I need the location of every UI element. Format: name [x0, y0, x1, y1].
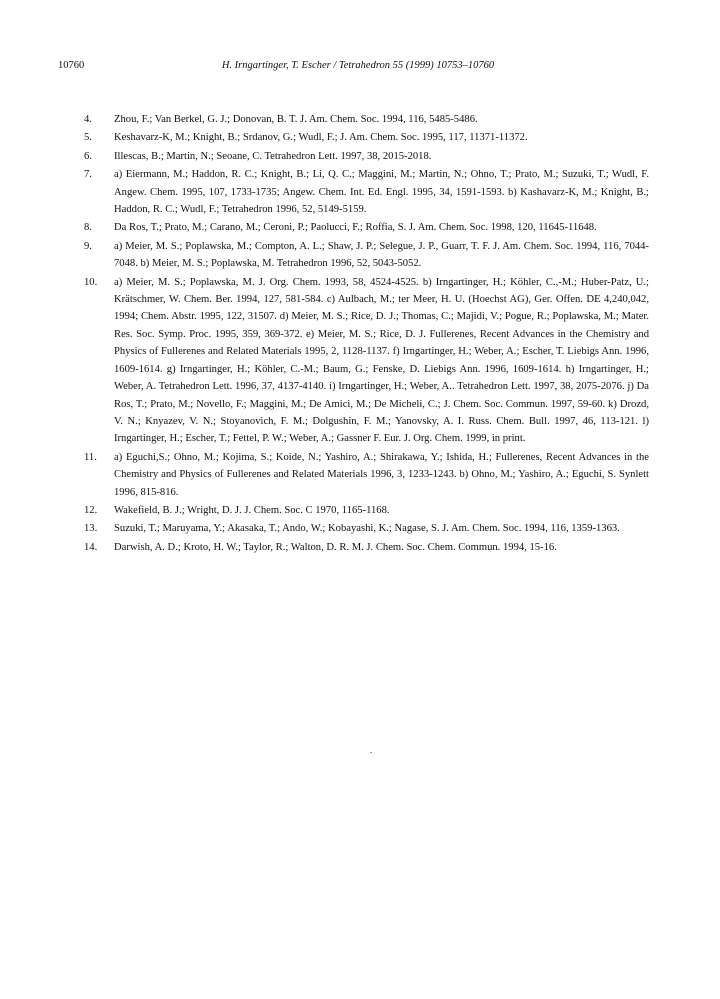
reference-item: [84, 219, 649, 236]
reference-item: [84, 502, 649, 519]
reference-item: [84, 166, 649, 218]
reference-text: Illescas, B.; Martin, N.; Seoane, C. Tetrahedron Lett. 1997, 38, 2015-2018.: [114, 150, 432, 162]
reference-number: 14.: [84, 541, 98, 553]
reference-list: [84, 111, 649, 557]
reference-text: Zhou, F.; Van Berkel, G. J.; Donovan, B. T. J. Am. Chem. Soc. 1994, 116, 5485-5486.: [114, 114, 478, 125]
reference-number: 5.: [84, 132, 92, 144]
reference-number: 6.: [84, 150, 92, 162]
scan-speck: [370, 752, 372, 753]
reference-text: a) Eguchi,S.; Ohno, M.; Kojima, S.; Koide, N.; Yashiro, A.; Shirakawa, Y.; Ishida, H.; Fullerenes, Recent Advances in the Chemistry and Physics of Fullerenes and Related Materials 1996, 3, 1233-1243. b) Ohno, M.; Yashiro, A.; Eguchi, S. Synlett 1996, 815-816.: [114, 451, 649, 498]
reference-number: 11.: [84, 451, 97, 463]
reference-number: 7.: [84, 169, 92, 181]
page-number: 10760: [58, 60, 85, 71]
reference-item: [84, 148, 649, 165]
reference-text: Da Ros, T.; Prato, M.; Carano, M.; Ceroni, P.; Paolucci, F.; Roffia, S. J. Am. Chem. Soc. 1998, 120, 11645-11648.: [114, 222, 597, 234]
page-header: [58, 60, 658, 76]
reference-number: 8.: [84, 222, 92, 234]
reference-item: [84, 520, 649, 537]
reference-number: 13.: [84, 523, 98, 535]
reference-item: [84, 238, 649, 273]
reference-number: 4.: [84, 114, 92, 125]
reference-text: a) Meier, M. S.; Poplawska, M. J. Org. Chem. 1993, 58, 4524-4525. b) Irngartinger, H.; Köhler, C.,-M.; Huber-Patz, U.; Krätschmer, W. Chem. Ber. 1994, 127, 581-584. c) Aulbach, M.; ter Meer, H. U. (Hoechst AG), Ger. Offen. DE 4,240,042, 1994; Chem. Abstr. 1995, 122, 31507. d) Meier, M. S.; Rice, D. J.; Thomas, C.; Majidi, V.; Pogue, R.; Poplawska, M.; Mater. Res. Soc. Symp. Proc. 1995, 359, 369-372. e) Meier, M. S.; Rice, D. J. Fullerenes, Recent Advances in the Chemistry and Physics of Fullerenes and Related Materials 1995, 2, 1128-1137. f) Irngartinger, H.; Weber, A.; Escher, T. Liebigs Ann. 1996, 1609-1614. g) Irngartinger, H.; Köhler, C.-M.; Baum, G.; Fenske, D. Liebigs Ann. 1996, 1609-1614. h) Irngartinger, H.; Weber, A. Tetrahedron Lett. 1996, 37, 4137-4140. i) Irngartinger, H.; Weber, A.. Tetrahedron Lett. 1997, 38, 2075-2076. j) Da Ros, T.; Prato, M.; Novello, F.; Maggini, M.; De Amici, M.; De Micheli, C.; J. Chem. Soc. Commun. 1997, 59-60. k) Drozd, V. N.; Knyazev, V. N.; Stoyanovich, F. M.; Dolgushin, F. M.; Yanovsky, A. I. Russ. Chem. Bull. 1997, 46, 113-121. l) Irngartinger, H.; Escher, T.; Fettel, P. W.; Weber, A.; Gassner F. Eur. J. Org. Chem. 1999, in print.: [114, 276, 649, 445]
reference-text: a) Eiermann, M.; Haddon, R. C.; Knight, B.; Li, Q. C.; Maggini, M.; Martin, N.; Ohno, T.; Prato, M.; Suzuki, T.; Wudl, F. Angew. Chem. 1995, 107, 1733-1735; Angew. Chem. Int. Ed. Engl. 1995, 34, 1591-1593. b) Kashavarz-K, M.; Knight, B.; Haddon, R. C.; Wudl, F.; Tetrahedron 1996, 52, 5149-5159.: [114, 169, 649, 216]
reference-item: [84, 274, 649, 448]
reference-number: 10.: [84, 276, 98, 288]
reference-text: Keshavarz-K, M.; Knight, B.; Srdanov, G.; Wudl, F.; J. Am. Chem. Soc. 1995, 117, 11371-11372.: [114, 132, 528, 144]
reference-number: 12.: [84, 504, 98, 516]
reference-item: [84, 111, 649, 128]
reference-text: Suzuki, T.; Maruyama, Y.; Akasaka, T.; Ando, W.; Kobayashi, K.; Nagase, S. J. Am. Chem. Soc. 1994, 116, 1359-1363.: [114, 523, 620, 535]
reference-item: [84, 539, 649, 556]
reference-number: 9.: [84, 240, 92, 252]
reference-item: [84, 129, 649, 146]
running-head: H. Irngartinger, T. Escher / Tetrahedron 55 (1999) 10753–10760: [221, 60, 495, 71]
reference-item: [84, 449, 649, 501]
reference-text: Wakefield, B. J.; Wright, D. J. J. Chem. Soc. C 1970, 1165-1168.: [114, 504, 390, 516]
reference-text: a) Meier, M. S.; Poplawska, M.; Compton, A. L.; Shaw, J. P.; Selegue, J. P., Guarr, T. F. J. Am. Chem. Soc. 1994, 116, 7044-7048. b) Meier, M. S.; Poplawska, M. Tetrahedron 1996, 52, 5043-5052.: [114, 240, 649, 270]
reference-text: Darwish, A. D.; Kroto, H. W.; Taylor, R.; Walton, D. R. M. J. Chem. Soc. Chem. Commun. 1994, 15-16.: [114, 541, 557, 553]
